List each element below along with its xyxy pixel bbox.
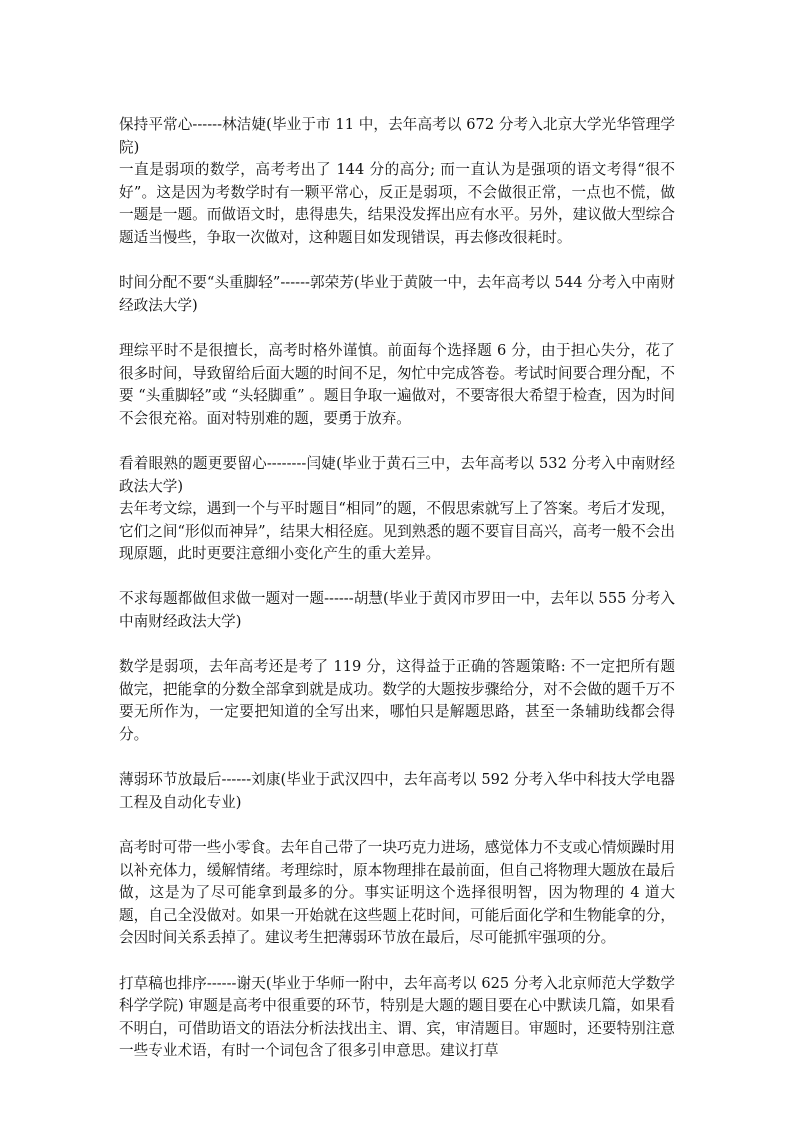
section-4-body: 数学是弱项，去年高考还是考了 119 分，这得益于正确的答题策略: 不一定把所有题做完，把能拿的分数全部拿到就是成功。数学的大题按步骤给分，对不会做的题千万不要无所作为，一定要把知道的全写出来，哪怕只是解题思路，甚至一条辅助线都会得分。	[119, 658, 675, 744]
section-4-heading: 不求每题都做但求做一题对一题------胡慧(毕业于黄冈市罗田一中，去年以 555 分考入中南财经政法大学)	[119, 590, 675, 631]
section-2-body: 理综平时不是很擅长，高考时格外谨慎。前面每个选择题 6 分，由于担心失分，花了很多时间，导致留给后面大题的时间不足，匆忙中完成答卷。考试时间要合理分配，不要 “头重脚轻”或 “头轻脚重” 。题目争取一遍做对，不要寄很大希望于检查，因为时间不会很充裕。面对特别难的题，要勇于放弃。	[119, 341, 675, 427]
document-body	[119, 114, 675, 1063]
section-5-heading: 薄弱环节放最后------刘康(毕业于武汉四中，去年高考以 592 分考入华中科技大学电器工程及自动化专业)	[119, 771, 675, 811]
paragraph-gap	[119, 317, 675, 340]
paragraph-gap	[119, 430, 675, 453]
section-1-body: 一直是弱项的数学，高考考出了 144 分的高分; 而一直认为是强项的语文考得“很不好”。这是因为考数学时有一颗平常心，反正是弱项，不会做很正常，一点也不慌，做一题是一题。而做语文时，患得患失，结果没发挥出应有水平。另外，建议做大型综合题适当慢些，争取一次做对，这种题目如发现错误，再去修改很耗时。	[119, 161, 675, 246]
paragraph-gap	[119, 250, 675, 273]
paragraph-gap	[119, 950, 675, 973]
paragraph-gap	[119, 814, 675, 837]
paragraph-gap	[119, 747, 675, 770]
section-3-heading: 看着眼熟的题更要留心--------闫婕(毕业于黄石三中，去年高考以 532 分考入中南财经政法大学)	[119, 454, 675, 495]
paragraph-gap	[119, 566, 675, 589]
paragraph-gap	[119, 634, 675, 657]
section-6-body: 审题是高考中很重要的环节，特别是大题的题目要在心中默读几篇，如果看不明白，可借助语文的语法分析法找出主、谓、宾，审清题目。审题时，还要特别注意一些专业术语，有时一个词包含了很多引申意思。建议打草	[119, 997, 675, 1060]
section-1-heading: 保持平常心------林洁婕(毕业于市 11 中，去年高考以 672 分考入北京大学光华管理学院)	[119, 116, 675, 156]
section-6	[119, 973, 675, 1063]
section-5-body: 高考时可带一些小零食。去年自己带了一块巧克力进场，感觉体力不支或心情烦躁时用以补充体力，缓解情绪。考理综时，原本物理排在最前面，但自己将物理大题放在最后做，这是为了尽可能拿到最多的分。事实证明这个选择很明智，因为物理的 4 道大题，自己全没做对。如果一开始就在这些题上花时间，可能后面化学和生物能拿的分，会因时间关系丢掉了。建议考生把薄弱环节放在最后，尽可能抓牢强项的分。	[119, 839, 675, 947]
section-6-heading: 打草稿也排序------谢天(毕业于华师一附中，去年高考以 625 分考入北京师范大学数学科学学院)	[119, 974, 675, 1015]
section-2-heading: 时间分配不要“头重脚轻”------郭荣芳(毕业于黄陂一中，去年高考以 544 分考入中南财经政法大学)	[119, 274, 675, 314]
section-3-body: 去年考文综，遇到一个与平时题目“相同”的题，不假思索就写上了答案。考后才发现，它们之间“形似而神异”，结果大相径庭。见到熟悉的题不要盲目高兴，高考一般不会出现原题，此时更要注意细小变化产生的重大差异。	[119, 500, 675, 563]
